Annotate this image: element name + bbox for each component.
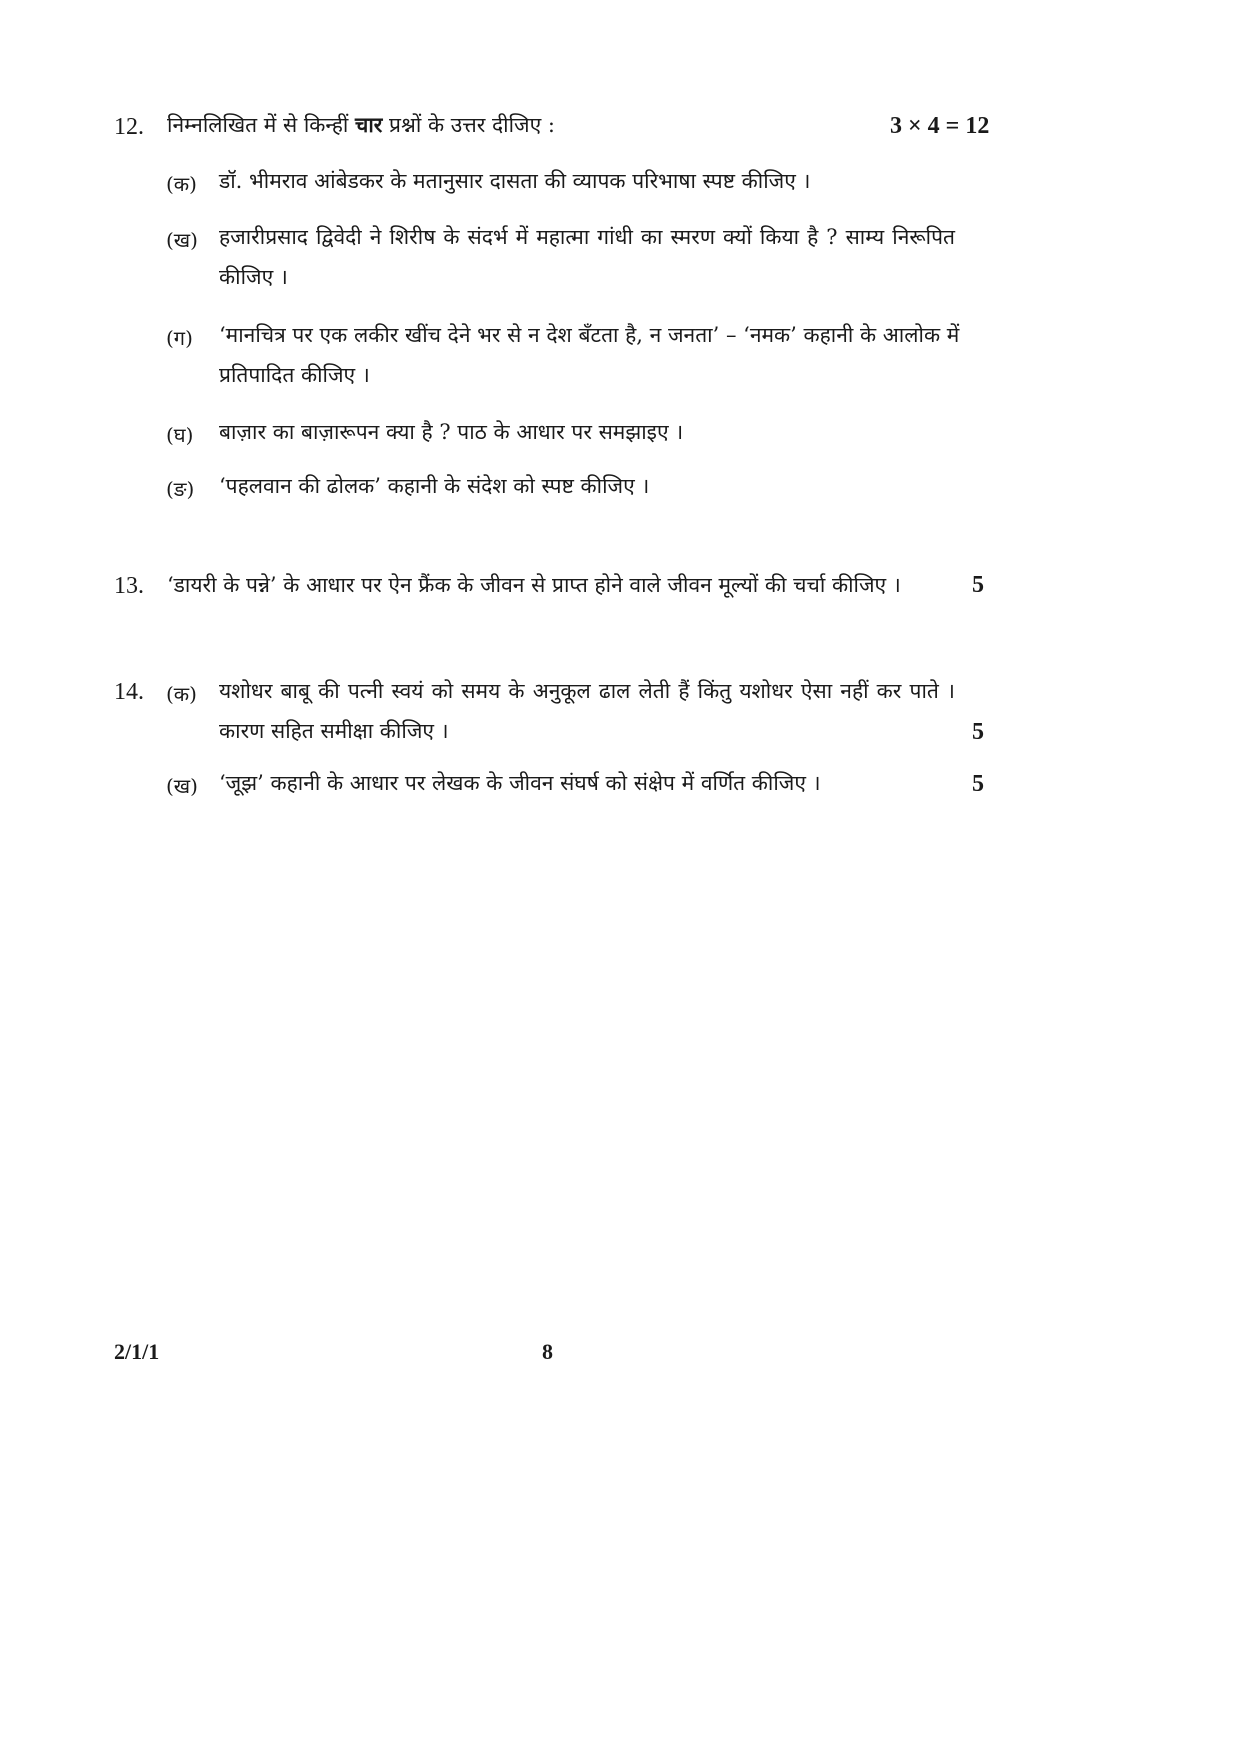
marks: 3 × 4 = 12 (890, 113, 990, 139)
part-label: (ख) (166, 774, 198, 798)
marks: 5 (972, 572, 984, 598)
question-instruction: निम्नलिखित में से किन्हीं चार प्रश्नों के उत्तर दीजिए : (167, 112, 556, 137)
part-label: (घ) (166, 423, 194, 447)
paper-code: 2/1/1 (114, 1339, 160, 1364)
emphasis-text: चार (354, 112, 383, 137)
question-number: 14. (114, 679, 144, 705)
part-text-continued: कीजिए । (219, 265, 288, 289)
page-number: 8 (542, 1339, 553, 1364)
part-text: बाज़ार का बाज़ारूपन क्या है ? पाठ के आधार पर समझाइए । (219, 420, 684, 444)
part-label: (क) (166, 682, 197, 706)
part-text: ‘जूझ’ कहानी के आधार पर लेखक के जीवन संघर्ष को संक्षेप में वर्णित कीजिए । (219, 771, 821, 795)
question-number: 13. (114, 573, 144, 599)
question-text: ‘डायरी के पन्ने’ के आधार पर ऐन फ्रैंक के जीवन से प्राप्त होने वाले जीवन मूल्यों की चर्चा कीजिए । (167, 573, 901, 597)
part-text: यशोधर बाबू की पत्नी स्वयं को समय के अनुकूल ढाल लेती हैं किंतु यशोधर ऐसा नहीं कर पाते । (219, 679, 955, 703)
part-label: (ख) (166, 228, 198, 252)
part-text: ‘पहलवान की ढोलक’ कहानी के संदेश को स्पष्ट कीजिए । (219, 474, 650, 498)
part-text: हजारीप्रसाद द्विवेदी ने शिरीष के संदर्भ में महात्मा गांधी का स्मरण क्यों किया है ? साम्य निरूपित (219, 225, 955, 249)
part-text-continued: प्रतिपादित कीजिए । (219, 363, 370, 387)
marks: 5 (972, 771, 984, 797)
part-text: ‘मानचित्र पर एक लकीर खींच देने भर से न देश बँटता है, न जनता’ – ‘नमक’ कहानी के आलोक में (219, 323, 960, 347)
part-label: (ग) (166, 326, 193, 350)
part-label: (क) (166, 172, 197, 196)
part-text-continued: कारण सहित समीक्षा कीजिए । (219, 719, 449, 743)
marks: 5 (972, 719, 984, 745)
part-label: (ङ) (166, 477, 195, 501)
part-text: डॉ. भीमराव आंबेडकर के मतानुसार दासता की व्यापक परिभाषा स्पष्ट कीजिए । (219, 169, 811, 193)
question-number: 12. (114, 114, 144, 140)
